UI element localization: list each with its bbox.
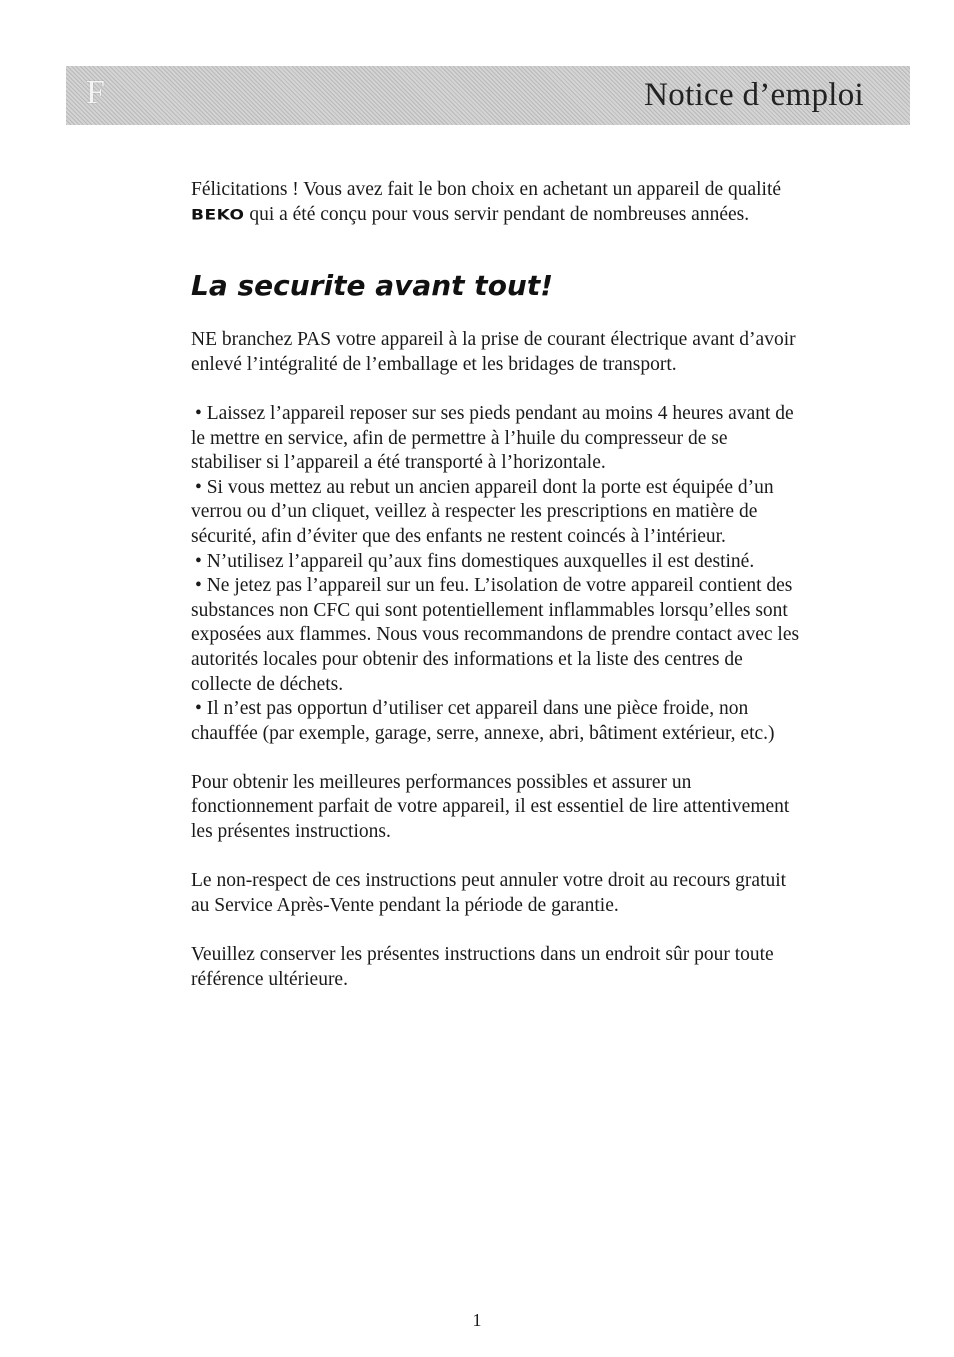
warranty-paragraph: Le non-respect de ces instructions peut annuler votre droit au recours gratuit au Service Après-Vente pendant la période de garantie. — [191, 870, 787, 916]
language-code: F — [86, 74, 105, 111]
intro-text-end: qui a été conçu pour vous servir pendant de nombreuses années. — [244, 203, 750, 225]
bullet-item-rest: • Laissez l’appareil reposer sur ses pieds pendant au moins 4 heures avant de le mettre en service, afin de permettre à l’huile du compresseur de se stabiliser si l’appareil a été transporté à l’horizontale. — [191, 402, 801, 476]
spacer — [191, 918, 801, 943]
spacer — [191, 377, 801, 402]
bullet-item-domestic-use: • N’utilisez l’appareil qu’aux fins domestiques auxquelles il est destiné. — [191, 550, 801, 575]
keep-instructions-paragraph: Veuillez conserver les présentes instructions dans un endroit sûr pour toute référence ultérieure. — [191, 944, 774, 990]
intro-text-start: Félicitations ! Vous avez fait le bon choix en achetant un appareil de qualité — [191, 179, 782, 200]
document-title: Notice d’emploi — [644, 77, 864, 113]
safety-heading: La securite avant tout! — [191, 269, 554, 303]
header-banner — [66, 66, 910, 125]
bullet-item-disposal: • Si vous mettez au rebut un ancien appareil dont la porte est équipée d’un verrou ou d’un cliquet, veillez à respecter les prescriptions en matière de sécurité, afin d’éviter que des enfants ne restent coincés à l’intérieur. — [191, 476, 801, 550]
bullet-item-cold-room: • Il n’est pas opportun d’utiliser cet appareil dans une pièce froide, non chauffée (par exemple, garage, serre, annexe, abri, bâtiment extérieur, etc.) — [191, 697, 801, 746]
brand-logo: BEKO — [191, 206, 245, 224]
warning-paragraph: NE branchez PAS votre appareil à la prise de courant électrique avant d’avoir enlevé l’intégralité de l’emballage et les bridages de transport. — [191, 329, 796, 375]
spacer — [191, 845, 801, 870]
performance-paragraph: Pour obtenir les meilleures performances possibles et assurer un fonctionnement parfait de votre appareil, il est essentiel de lire attentivement les présentes instructions. — [191, 771, 790, 843]
page-content — [191, 178, 801, 992]
intro-paragraph — [191, 178, 801, 227]
spacer — [191, 746, 801, 771]
page-number: 1 — [472, 1310, 482, 1330]
bullet-item-fire: • Ne jetez pas l’appareil sur un feu. L’isolation de votre appareil contient des substances non CFC qui sont potentiellement inflammables lorsqu’elles sont exposées aux flammes. Nous vous recommandons de prendre contact avec les autorités locales pour obtenir des informations et la liste des centres de collecte de déchets. — [191, 574, 801, 697]
